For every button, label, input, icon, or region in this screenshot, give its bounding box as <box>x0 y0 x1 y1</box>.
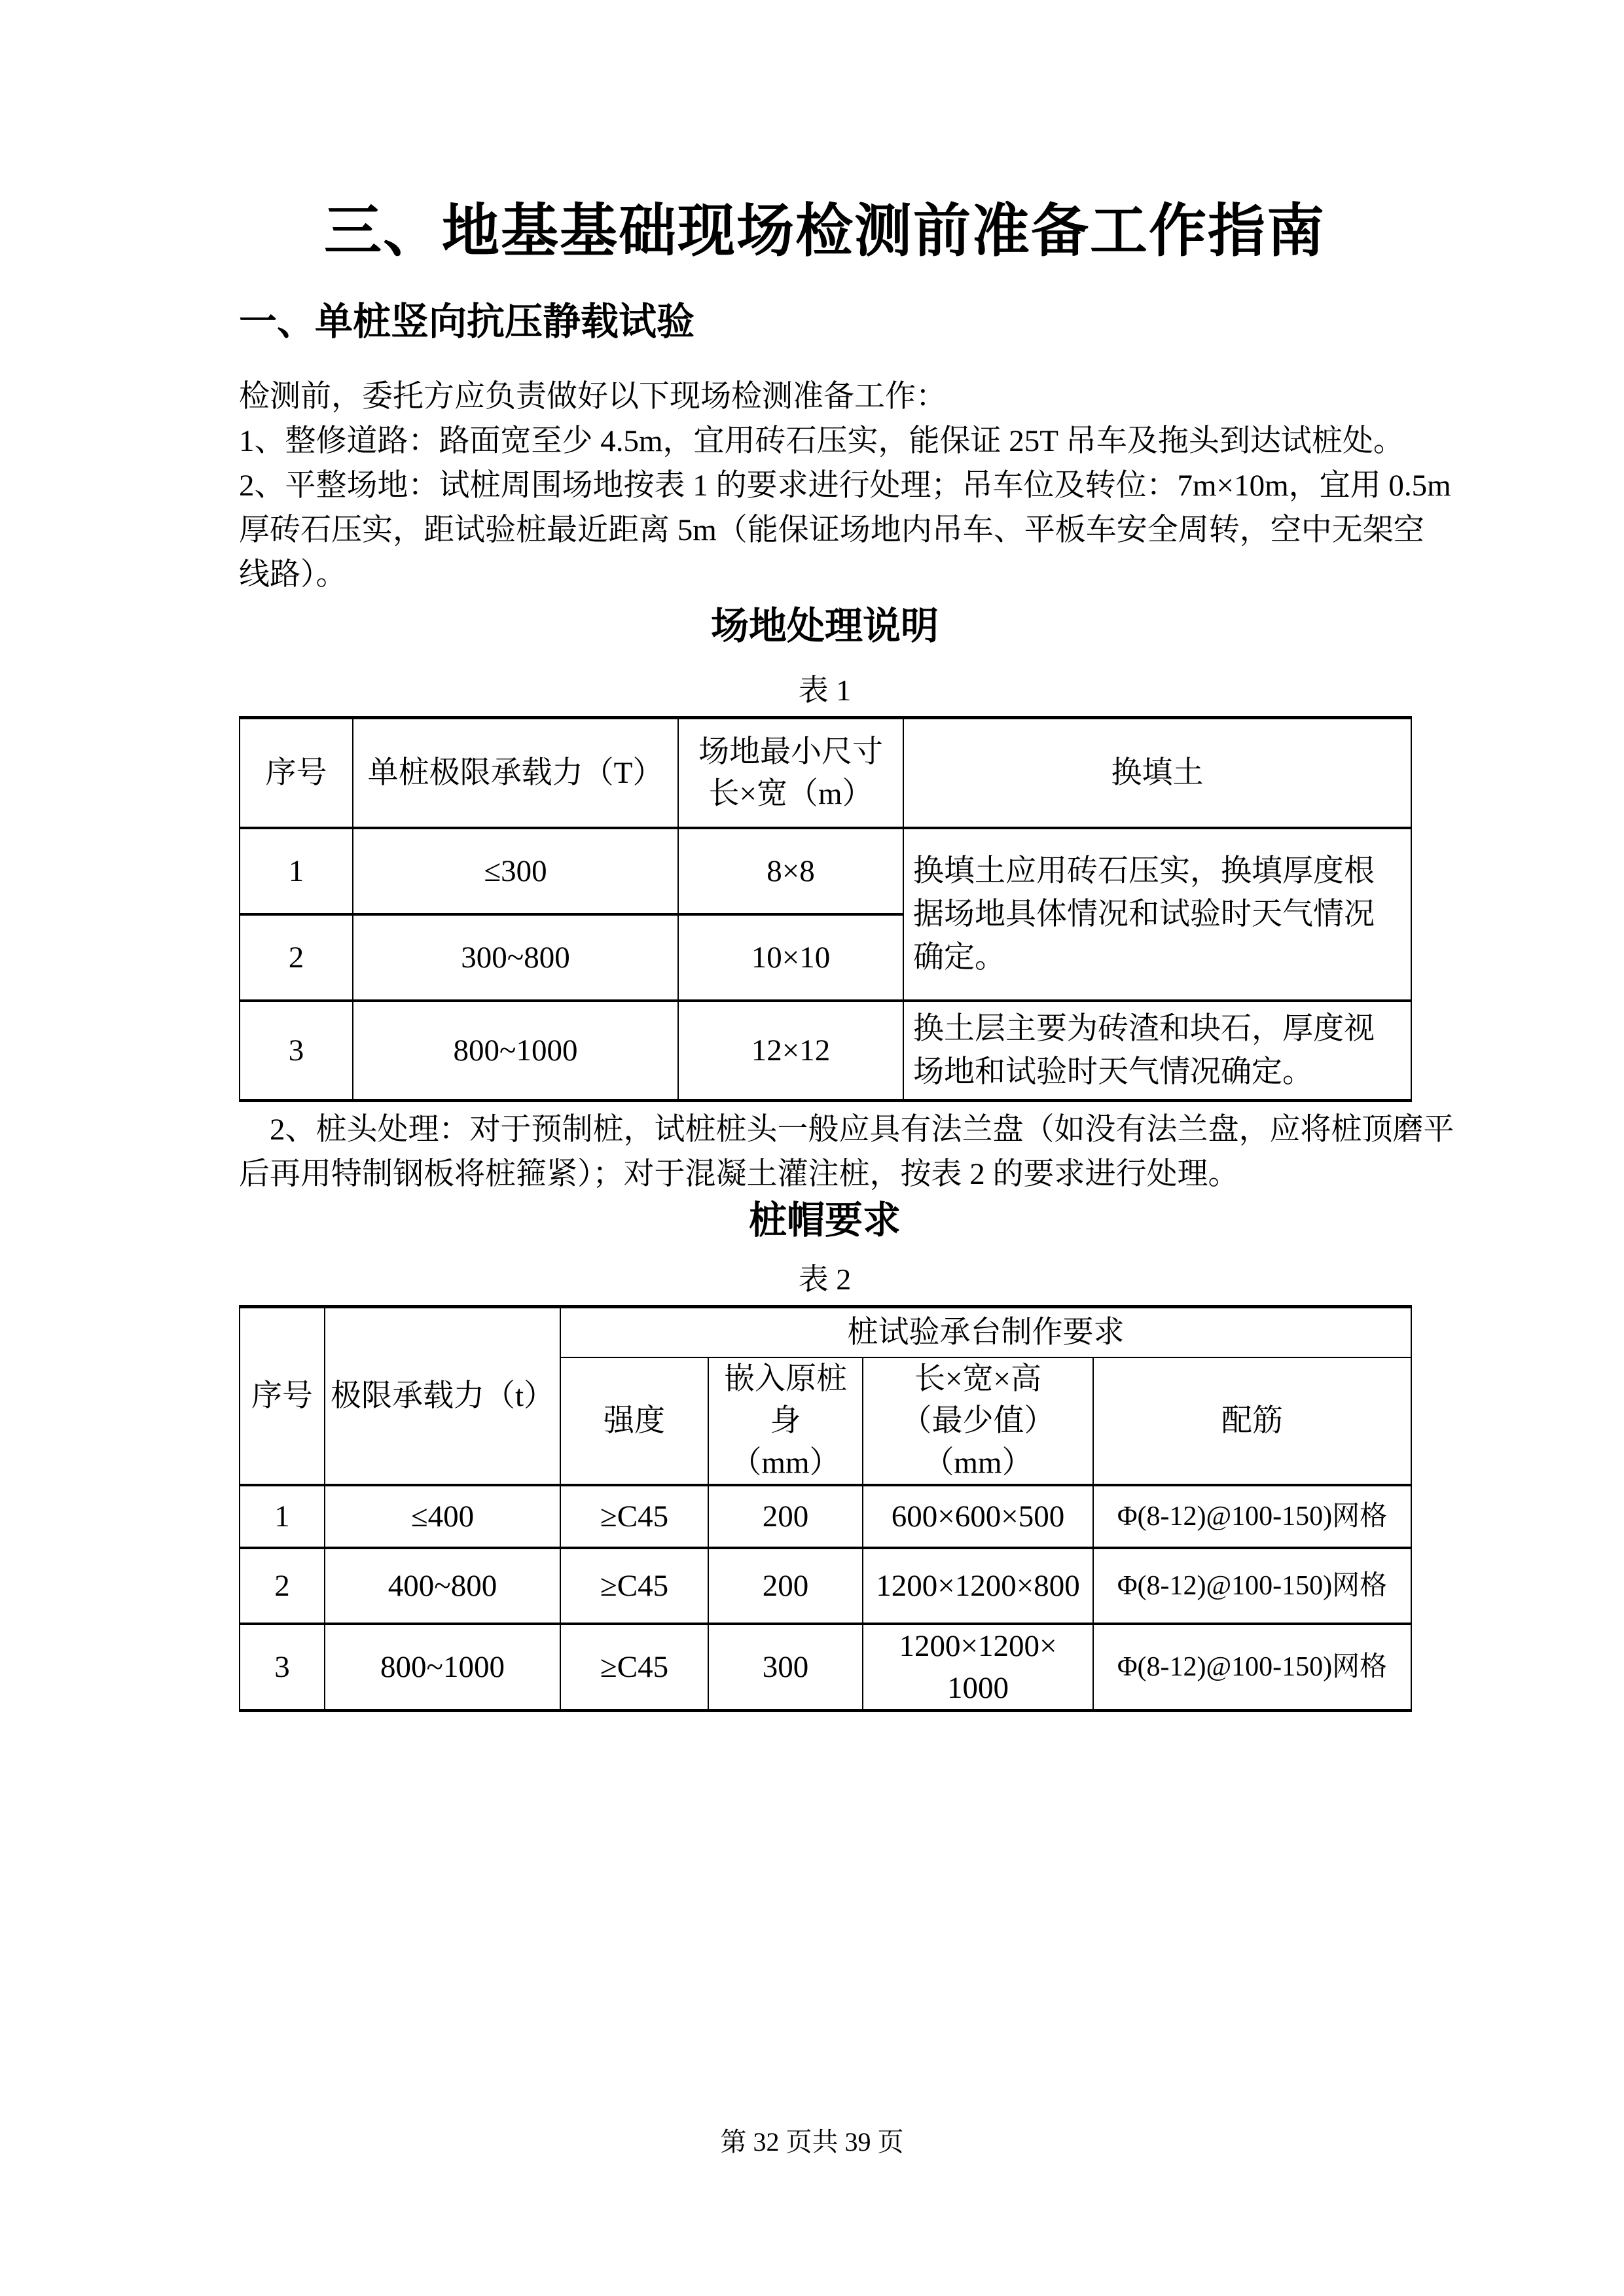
pile-cap-table <box>239 1305 1412 1713</box>
cell-no: 1 <box>240 1485 325 1548</box>
col-header-capacity: 单桩极限承载力（T） <box>353 718 678 828</box>
cell-no: 2 <box>240 1548 325 1624</box>
site-prep-heading: 场地处理说明 <box>710 605 939 647</box>
col-header-site-size-line1: 场地最小尺寸 <box>698 734 883 769</box>
cell-size: 10×10 <box>678 914 903 1001</box>
paragraph-line: 2、桩头处理：对于预制桩，试桩桩头一般应具有法兰盘（如没有法兰盘，应将桩顶磨平 <box>270 1112 1454 1147</box>
cell-strength: ≥C45 <box>560 1485 708 1548</box>
col-header-site-size <box>678 718 903 828</box>
cell-dims: 1200×1200×800 <box>863 1548 1093 1624</box>
col-header-rebar: 配筋 <box>1093 1357 1411 1485</box>
paragraph-line: 线路）。 <box>239 558 347 592</box>
col-header-site-size-line2: 长×宽（m） <box>708 776 873 811</box>
col-header-embed-line1: 嵌入原桩身 <box>724 1362 847 1438</box>
paragraph-line: 厚砖石压实，距试验桩最近距离 5m（能保证场地内吊车、平板车安全周转，空中无架空 <box>239 513 1424 547</box>
cell-no: 3 <box>240 1624 325 1711</box>
cell-embed: 300 <box>708 1624 863 1711</box>
page-title: 三、地基基础现场检测前准备工作指南 <box>323 198 1326 263</box>
col-header-dims-line2: （最少值）（mm） <box>901 1404 1055 1480</box>
cell-embed: 200 <box>708 1485 863 1548</box>
table-row <box>240 1624 1411 1711</box>
cell-fill-note-rows-1-2: 换填土应用砖石压实，换填厚度根据场地具体情况和试验时天气情况确定。 <box>903 828 1411 1001</box>
cell-strength: ≥C45 <box>560 1624 708 1711</box>
col-header-capacity: 极限承载力（t） <box>325 1306 560 1485</box>
col-header-no: 序号 <box>240 718 353 828</box>
cell-dims-line2: 1000 <box>947 1671 1009 1705</box>
cell-rebar: Φ(8-12)@100-150)网格 <box>1093 1548 1411 1624</box>
cell-no: 1 <box>240 828 353 914</box>
paragraph-line: 1、整修道路：路面宽至少 4.5m，宜用砖石压实，能保证 25T 吊车及拖头到达试桩处。 <box>239 424 1404 458</box>
table-row <box>240 1001 1411 1101</box>
col-header-strength: 强度 <box>560 1357 708 1485</box>
site-prep-table <box>239 716 1412 1102</box>
cell-capacity: 400~800 <box>325 1548 560 1624</box>
col-header-no: 序号 <box>240 1306 325 1485</box>
table-header-group-row <box>240 1306 1411 1357</box>
cell-capacity: 800~1000 <box>353 1001 678 1101</box>
table-row <box>240 828 1411 914</box>
col-header-embed-line2: （mm） <box>731 1446 840 1480</box>
preparation-paragraph <box>239 374 1451 597</box>
cell-size: 8×8 <box>678 828 903 914</box>
cell-capacity: ≤300 <box>353 828 678 914</box>
cell-capacity: 300~800 <box>353 914 678 1001</box>
table2-caption: 表 2 <box>798 1262 852 1296</box>
cell-dims <box>863 1624 1093 1711</box>
cell-fill-note-row-3: 换土层主要为砖渣和块石，厚度视场地和试验时天气情况确定。 <box>903 1001 1411 1101</box>
cell-capacity: ≤400 <box>325 1485 560 1548</box>
cell-rebar: Φ(8-12)@100-150)网格 <box>1093 1624 1411 1711</box>
cell-embed: 200 <box>708 1548 863 1624</box>
table1-caption: 表 1 <box>798 673 852 707</box>
pile-head-paragraph <box>239 1107 1454 1196</box>
table-header-row <box>240 718 1411 828</box>
col-header-fill-soil: 换填土 <box>903 718 1411 828</box>
cell-dims: 600×600×500 <box>863 1485 1093 1548</box>
cell-strength: ≥C45 <box>560 1548 708 1624</box>
paragraph-line: 2、平整场地：试桩周围场地按表 1 的要求进行处理；吊车位及转位：7m×10m，宜用 0.5m <box>239 469 1451 503</box>
cell-no: 3 <box>240 1001 353 1101</box>
cell-rebar: Φ(8-12)@100-150)网格 <box>1093 1485 1411 1548</box>
col-header-group: 桩试验承台制作要求 <box>560 1306 1411 1357</box>
section-heading: 一、单桩竖向抗压静载试验 <box>239 300 695 343</box>
cell-no: 2 <box>240 914 353 1001</box>
page-content <box>239 0 1454 1712</box>
page-number: 第 32 页共 39 页 <box>720 2127 904 2157</box>
table-row <box>240 1485 1411 1548</box>
paragraph-line: 后再用特制钢板将桩箍紧）；对于混凝土灌注桩，按表 2 的要求进行处理。 <box>239 1157 1239 1191</box>
cell-dims-line1: 1200×1200× <box>899 1629 1057 1663</box>
col-header-dims-line1: 长×宽×高 <box>914 1362 1041 1396</box>
paragraph-line: 检测前，委托方应负责做好以下现场检测准备工作： <box>239 380 947 414</box>
col-header-dims <box>863 1357 1093 1485</box>
table-row <box>240 1548 1411 1624</box>
cell-capacity: 800~1000 <box>325 1624 560 1711</box>
pile-cap-heading: 桩帽要求 <box>748 1198 901 1242</box>
col-header-embed <box>708 1357 863 1485</box>
cell-size: 12×12 <box>678 1001 903 1101</box>
